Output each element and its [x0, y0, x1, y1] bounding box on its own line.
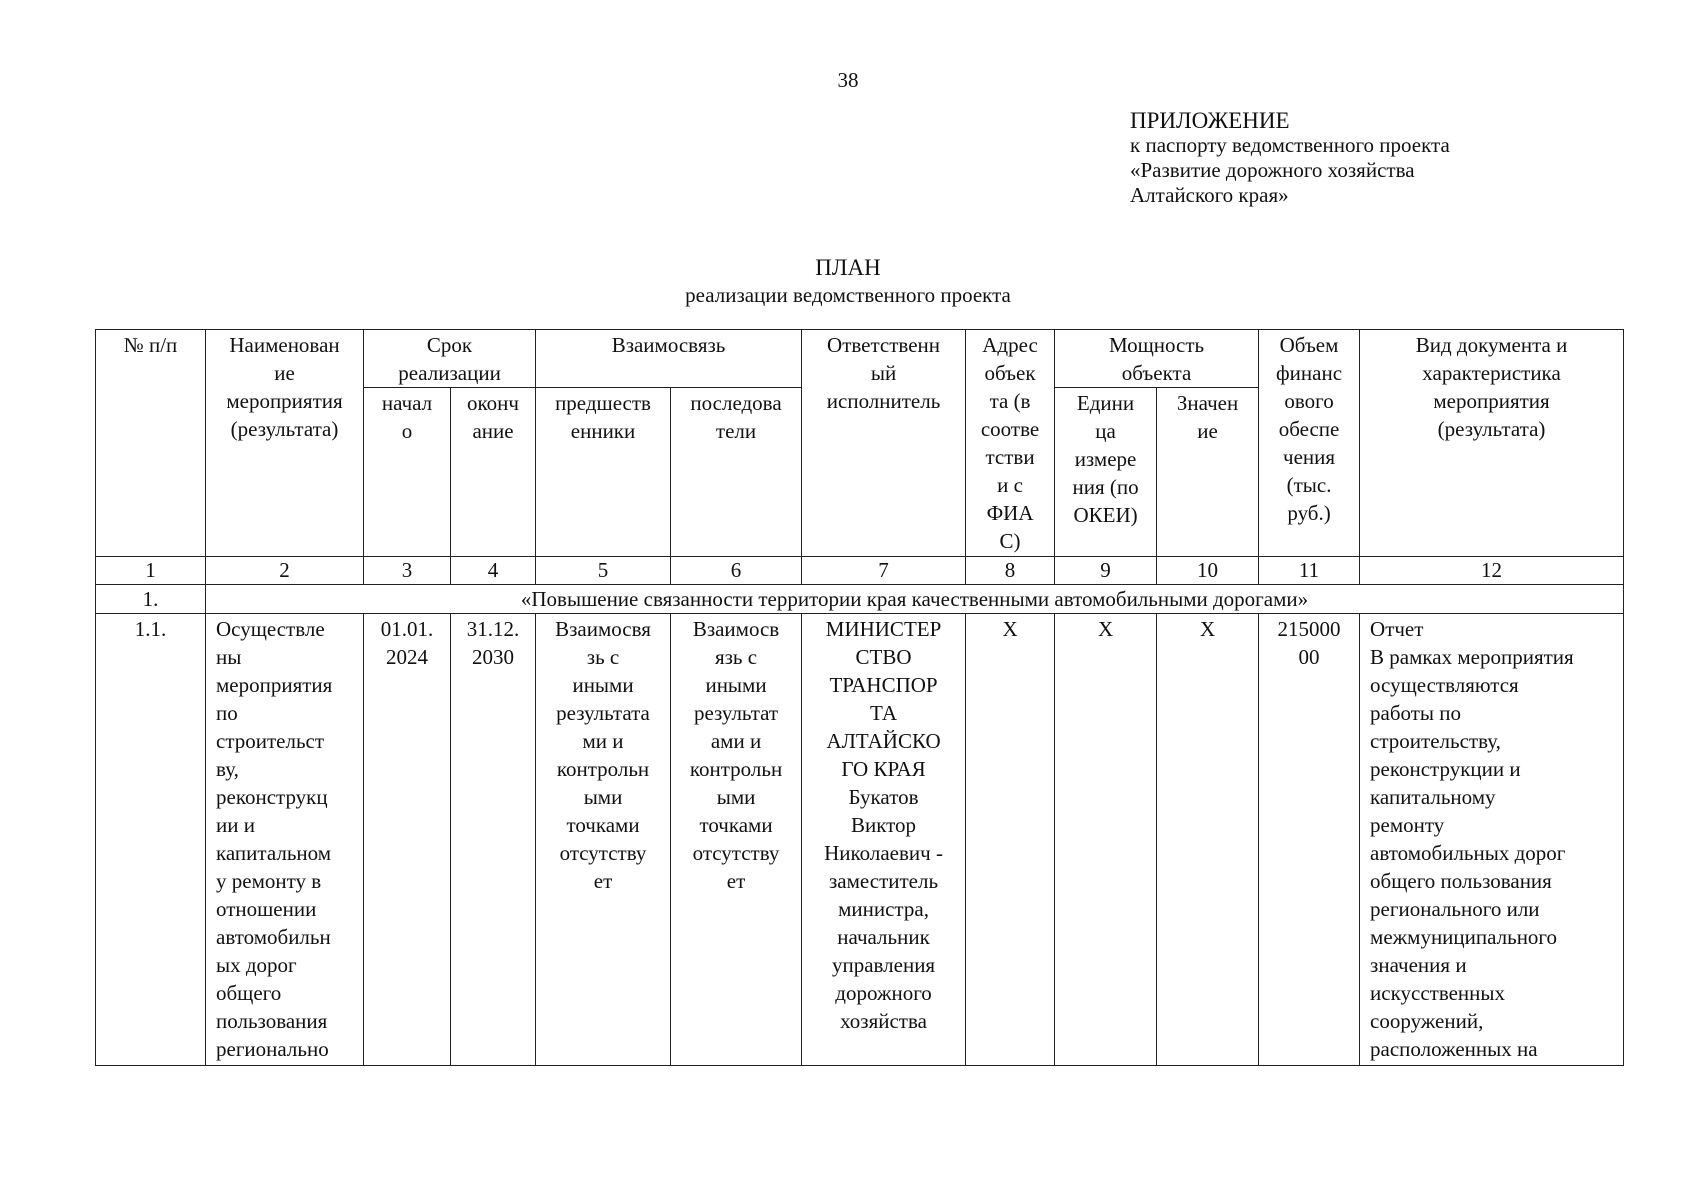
- row-end: 31.12. 2030: [451, 614, 536, 1066]
- row-start: 01.01. 2024: [364, 614, 451, 1066]
- column-number: 5: [536, 557, 671, 585]
- header-num: № п/п: [96, 330, 206, 557]
- column-number: 1: [96, 557, 206, 585]
- appendix-line: Алтайского края»: [1130, 183, 1289, 207]
- column-number: 7: [802, 557, 966, 585]
- plan-title: ПЛАН: [815, 255, 881, 280]
- row-prev: Взаимосвя зь с иными результата ми и контрольн ыми точками отсутству ет: [536, 614, 671, 1066]
- header-term: Срок реализации: [364, 330, 536, 388]
- header-doc: Вид документа и характеристика мероприятия (результата): [1360, 330, 1624, 557]
- header-link-prev: предшеств енники: [536, 388, 671, 557]
- row-doc: Отчет В рамках мероприятия осуществляются работы по строительству, реконструкции и капитальному ремонту автомобильных дорог общего пользования регионального или межмуниципального значения и искусственных сооружений, расположенных на: [1360, 614, 1624, 1066]
- row-value: X: [1157, 614, 1259, 1066]
- appendix-line: к паспорту ведомственного проекта: [1130, 133, 1450, 157]
- header-link-next: последова тели: [671, 388, 802, 557]
- column-number: 12: [1360, 557, 1624, 585]
- header-value: Значен ие: [1157, 388, 1259, 557]
- section-title: «Повышение связанности территории края качественными автомобильными дорогами»: [206, 585, 1624, 614]
- header-term-end: оконч ание: [451, 388, 536, 557]
- header-responsible: Ответственн ый исполнитель: [802, 330, 966, 557]
- column-number: 2: [206, 557, 364, 585]
- header-row: [96, 330, 1624, 388]
- row-address: X: [966, 614, 1055, 1066]
- column-number-row: [96, 557, 1624, 585]
- row-name: Осуществле ны мероприятия по строительст ву, реконструкц ии и капитальном у ремонту в отношении автомобильн ых дорог общего пользования регионально: [206, 614, 364, 1066]
- header-link: Взаимосвязь: [536, 330, 802, 388]
- page-number: 38: [837, 68, 859, 92]
- plan-subtitle: реализации ведомственного проекта: [685, 283, 1011, 307]
- header-address: Адрес объек та (в соотве тстви и с ФИА С): [966, 330, 1055, 557]
- row-next: Взаимосв язь с иными результат ами и контрольн ыми точками отсутству ет: [671, 614, 802, 1066]
- section-row: [96, 585, 1624, 614]
- header-capacity: Мощность объекта: [1055, 330, 1259, 388]
- header-finance: Объем финанс ового обеспе чения (тыс. руб.): [1259, 330, 1360, 557]
- row-num: 1.1.: [96, 614, 206, 1066]
- row-unit: X: [1055, 614, 1157, 1066]
- appendix-heading: ПРИЛОЖЕНИЕ: [1130, 108, 1290, 133]
- section-num: 1.: [96, 585, 206, 614]
- row-responsible: МИНИСТЕР СТВО ТРАНСПОР ТА АЛТАЙСКО ГО КРАЯ Букатов Виктор Николаевич - заместитель министра, начальник управления дорожного хозяйства: [802, 614, 966, 1066]
- header-term-start: начал о: [364, 388, 451, 557]
- column-number: 8: [966, 557, 1055, 585]
- appendix-line: «Развитие дорожного хозяйства: [1130, 158, 1415, 182]
- plan-table: [95, 329, 1624, 1066]
- table-row: [96, 614, 1624, 1066]
- column-number: 3: [364, 557, 451, 585]
- column-number: 10: [1157, 557, 1259, 585]
- column-number: 6: [671, 557, 802, 585]
- appendix-block: [1130, 108, 1450, 208]
- column-number: 9: [1055, 557, 1157, 585]
- row-finance: 215000 00: [1259, 614, 1360, 1066]
- column-number: 11: [1259, 557, 1360, 585]
- header-name: Наименован ие мероприятия (результата): [206, 330, 364, 557]
- header-unit: Едини ца измере ния (по ОКЕИ): [1055, 388, 1157, 557]
- column-number: 4: [451, 557, 536, 585]
